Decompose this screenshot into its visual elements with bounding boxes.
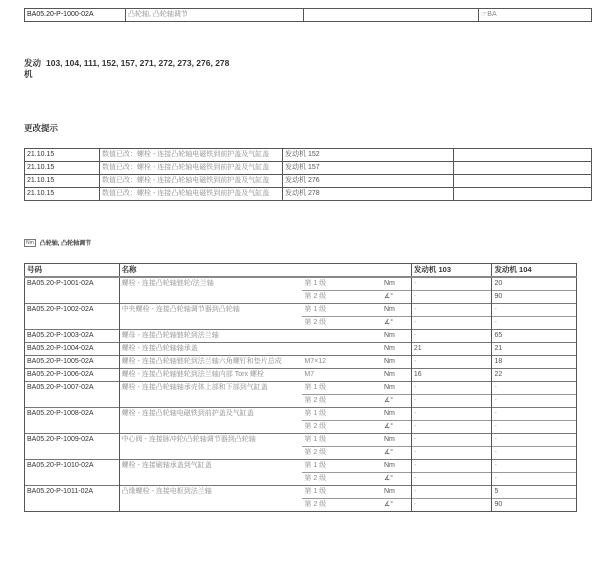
change-row <box>25 149 592 162</box>
torque-value-103: 16 <box>411 369 492 382</box>
engine-values: 103, 104, 111, 152, 157, 271, 272, 273, 276, 278 <box>46 58 230 68</box>
torque-value-104: - <box>492 421 577 434</box>
change-description: 数值已改：螺栓 - 连接凸轮轴电磁铁到前护盖及气缸盖 <box>100 162 283 175</box>
torque-unit: Nm <box>382 356 411 369</box>
torque-nm-icon: Nm <box>26 239 34 246</box>
torque-code[interactable]: BA05.20-P-1005-02A <box>25 356 120 369</box>
torque-value-103: - <box>411 486 492 499</box>
header-name: 名称 <box>119 264 302 278</box>
doc-title: 凸轮轴, 凸轮轴调节 <box>126 9 304 22</box>
torque-code[interactable]: BA05.20-P-1006-02A <box>25 369 120 382</box>
torque-stage: 第 1 级 <box>302 486 382 499</box>
doc-code: BA05.20-P-1000-02A <box>25 9 126 22</box>
torque-name: 凸缘螺栓 - 连接电枢到法兰轴 <box>119 486 302 512</box>
table-row <box>25 460 577 473</box>
torque-stage <box>302 343 382 356</box>
torque-stage: 第 1 级 <box>302 277 382 291</box>
torque-value-103: - <box>411 460 492 473</box>
change-description: 数值已改：螺栓 - 连接凸轮轴电磁铁到前护盖及气缸盖 <box>100 175 283 188</box>
torque-table <box>24 263 577 512</box>
change-description: 数值已改：螺栓 - 连接凸轮轴电磁铁到前护盖及气缸盖 <box>100 149 283 162</box>
torque-unit: Nm <box>382 330 411 343</box>
table-row <box>25 343 577 356</box>
torque-stage: 第 2 级 <box>302 499 382 512</box>
torque-code[interactable]: BA05.20-P-1009-02A <box>25 434 120 460</box>
torque-value-103: - <box>411 382 492 395</box>
torque-unit: Nm <box>382 486 411 499</box>
torque-unit: ∡° <box>382 499 411 512</box>
torque-name: 螺栓 - 连接凸轮轴电磁铁到前护盖及气缸盖 <box>119 408 302 434</box>
torque-value-104: 90 <box>492 499 577 512</box>
torque-unit: Nm <box>382 304 411 317</box>
torque-value-103: - <box>411 447 492 460</box>
torque-unit: ∡° <box>382 291 411 304</box>
torque-value-104: 90 <box>492 291 577 304</box>
torque-stage: 第 2 级 <box>302 317 382 330</box>
torque-unit: Nm <box>382 382 411 395</box>
change-description: 数值已改：螺栓 - 连接凸轮轴电磁铁到前护盖及气缸盖 <box>100 188 283 201</box>
doc-empty-cell <box>304 9 479 22</box>
torque-value-104: 20 <box>492 277 577 291</box>
table-row <box>25 356 577 369</box>
torque-value-104: - <box>492 304 577 317</box>
change-date: 21.10.15 <box>25 162 100 175</box>
torque-name: 螺母 - 连接凸轮轴链轮到法兰轴 <box>119 330 302 343</box>
torque-value-103: - <box>411 395 492 408</box>
change-engine: 发动机 276 <box>283 175 454 188</box>
header-engine-103: 发动机 103 <box>411 264 492 278</box>
torque-unit: ∡° <box>382 317 411 330</box>
torque-name: 螺栓 - 连接凸轮轴链轮到法兰轴内部 Torx 螺栓 <box>119 369 302 382</box>
change-note <box>454 162 592 175</box>
torque-code[interactable]: BA05.20-P-1001-02A <box>25 277 120 304</box>
torque-value-104: - <box>492 317 577 330</box>
torque-unit: ∡° <box>382 447 411 460</box>
torque-name: 螺栓 - 连接凸轮轴链轮/法兰轴 <box>119 277 302 304</box>
table-row <box>25 277 577 291</box>
torque-unit: Nm <box>382 434 411 447</box>
torque-code[interactable]: BA05.20-P-1007-02A <box>25 382 120 408</box>
torque-stage: M7×12 <box>302 356 382 369</box>
change-engine: 发动机 157 <box>283 162 454 175</box>
torque-unit: ∡° <box>382 421 411 434</box>
torque-value-104: 21 <box>492 343 577 356</box>
torque-value-103: - <box>411 499 492 512</box>
torque-value-103: - <box>411 434 492 447</box>
torque-code[interactable]: BA05.20-P-1008-02A <box>25 408 120 434</box>
table-row <box>25 486 577 499</box>
torque-stage: 第 1 级 <box>302 304 382 317</box>
torque-stage: 第 1 级 <box>302 460 382 473</box>
torque-value-104: 22 <box>492 369 577 382</box>
torque-unit: Nm <box>382 460 411 473</box>
change-engine: 发动机 152 <box>283 149 454 162</box>
torque-table-header <box>25 264 577 278</box>
header-unit <box>382 264 411 278</box>
header-engine-104: 发动机 104 <box>492 264 577 278</box>
torque-value-104: 18 <box>492 356 577 369</box>
torque-stage: 第 2 级 <box>302 421 382 434</box>
change-date: 21.10.15 <box>25 175 100 188</box>
torque-unit: ∡° <box>382 473 411 486</box>
change-row <box>25 188 592 201</box>
torque-code[interactable]: BA05.20-P-1010-02A <box>25 460 120 486</box>
torque-code[interactable]: BA05.20-P-1011-02A <box>25 486 120 512</box>
torque-value-104: - <box>492 382 577 395</box>
torque-value-103: - <box>411 473 492 486</box>
change-note <box>454 188 592 201</box>
changes-table <box>24 148 592 201</box>
torque-value-104: - <box>492 408 577 421</box>
torque-name: 螺栓 - 连接凸轮轴轴承盖 <box>119 343 302 356</box>
torque-name: 中心阀 - 连接脉冲轮/凸轮轴调节器到凸轮轴 <box>119 434 302 460</box>
torque-value-104: - <box>492 434 577 447</box>
doc-ref-link[interactable]: ☞BA <box>479 9 592 22</box>
torque-section-label: 凸轮轴, 凸轮轴调节 <box>39 241 92 247</box>
change-note <box>454 149 592 162</box>
torque-code[interactable]: BA05.20-P-1003-02A <box>25 330 120 343</box>
change-row <box>25 175 592 188</box>
torque-value-103: - <box>411 356 492 369</box>
torque-value-103: - <box>411 421 492 434</box>
change-note <box>454 175 592 188</box>
engine-label: 发动机 <box>24 58 42 79</box>
torque-value-104: - <box>492 473 577 486</box>
change-engine: 发动机 278 <box>283 188 454 201</box>
torque-code[interactable]: BA05.20-P-1004-02A <box>25 343 120 356</box>
torque-unit: Nm <box>382 408 411 421</box>
engine-applicability <box>24 58 229 80</box>
torque-name: 螺栓 - 连接刷轴承盖到气缸盖 <box>119 460 302 486</box>
changes-title: 更改提示 <box>24 123 59 133</box>
torque-value-103: 21 <box>411 343 492 356</box>
torque-name: 中央螺栓 - 连接凸轮轴调节器到凸轮轴 <box>119 304 302 330</box>
torque-unit: Nm <box>382 343 411 356</box>
torque-value-103: - <box>411 330 492 343</box>
table-row <box>25 434 577 447</box>
torque-value-103: - <box>411 304 492 317</box>
torque-unit: Nm <box>382 369 411 382</box>
torque-code[interactable]: BA05.20-P-1002-02A <box>25 304 120 330</box>
change-date: 21.10.15 <box>25 188 100 201</box>
table-row <box>25 330 577 343</box>
torque-stage <box>302 330 382 343</box>
table-row <box>25 304 577 317</box>
torque-unit: Nm <box>382 277 411 291</box>
document-header <box>24 8 592 22</box>
torque-value-104: 65 <box>492 330 577 343</box>
header-stage <box>302 264 382 278</box>
table-row <box>25 369 577 382</box>
torque-value-104: - <box>492 395 577 408</box>
torque-stage: 第 1 级 <box>302 382 382 395</box>
torque-value-104: - <box>492 447 577 460</box>
torque-stage: 第 1 级 <box>302 408 382 421</box>
change-row <box>25 162 592 175</box>
torque-stage: 第 2 级 <box>302 395 382 408</box>
torque-value-103: - <box>411 408 492 421</box>
torque-stage: 第 2 级 <box>302 447 382 460</box>
torque-stage: 第 2 级 <box>302 291 382 304</box>
header-code: 号码 <box>25 264 120 278</box>
torque-stage: 第 2 级 <box>302 473 382 486</box>
torque-section-title <box>24 238 91 247</box>
torque-name: 螺栓 - 连接凸轮轴链轮到法兰轴六角螺钉和垫片总成 <box>119 356 302 369</box>
torque-value-103: - <box>411 317 492 330</box>
torque-value-103: - <box>411 277 492 291</box>
change-date: 21.10.15 <box>25 149 100 162</box>
table-row <box>25 408 577 421</box>
torque-stage: 第 1 级 <box>302 434 382 447</box>
torque-name: 螺栓 - 连接凸轮轴轴承壳体上部和下部到气缸盖 <box>119 382 302 408</box>
torque-value-104: 5 <box>492 486 577 499</box>
torque-value-104: - <box>492 460 577 473</box>
torque-stage: M7 <box>302 369 382 382</box>
table-row <box>25 382 577 395</box>
torque-unit: ∡° <box>382 395 411 408</box>
torque-value-103: - <box>411 291 492 304</box>
